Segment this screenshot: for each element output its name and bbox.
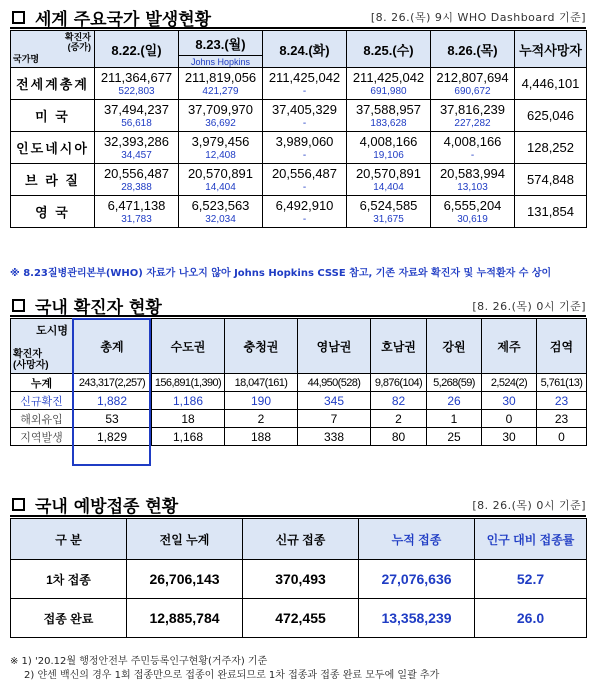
region-header: 강원	[427, 319, 482, 374]
cumulative-cell: 211,425,042	[347, 68, 431, 87]
increase-cell: 227,282	[431, 118, 515, 132]
increase-cell: 32,034	[179, 214, 263, 228]
cumulative-cell: 6,524,585	[347, 196, 431, 215]
increase-cell: 12,408	[179, 150, 263, 164]
domestic-cell: 44,950(528)	[298, 374, 371, 392]
increase-cell: 34,457	[95, 150, 179, 164]
domestic-row-label: 지역발생	[11, 428, 73, 446]
domestic-source: [8. 26.(목) 0시 기준]	[472, 300, 586, 313]
increase-cell: 30,619	[431, 214, 515, 228]
domestic-cell: 80	[371, 428, 427, 446]
cumulative-cell: 37,709,970	[179, 100, 263, 119]
cumulative-cell: 4,008,166	[431, 132, 515, 151]
increase-cell: -	[263, 214, 347, 228]
deaths-cell: 625,046	[515, 100, 587, 132]
domestic-row-label: 신규확진	[11, 392, 73, 410]
deaths-cell: 574,848	[515, 164, 587, 196]
domestic-cell: 1,168	[152, 428, 225, 446]
domestic-cell: 188	[225, 428, 298, 446]
increase-cell: 690,672	[431, 86, 515, 100]
cumulative-cell: 6,492,910	[263, 196, 347, 215]
deaths-cell: 4,446,101	[515, 68, 587, 100]
domestic-cell: 9,876(104)	[371, 374, 427, 392]
region-header: 총계	[73, 319, 152, 374]
domestic-row-label: 해외유입	[11, 410, 73, 428]
cumulative-cell: 6,471,138	[95, 196, 179, 215]
region-header: 제주	[482, 319, 537, 374]
increase-cell: 31,675	[347, 214, 431, 228]
country-name: 영 국	[11, 196, 95, 228]
cumulative-cell: 20,570,891	[347, 164, 431, 183]
domestic-cell: 18,047(161)	[225, 374, 298, 392]
region-header: 호남권	[371, 319, 427, 374]
cumulative-cell: 37,405,329	[263, 100, 347, 119]
cumulative-cell: 20,556,487	[95, 164, 179, 183]
increase-cell: -	[263, 150, 347, 164]
date-header: 8.26.(목)	[431, 31, 515, 68]
increase-cell: 13,103	[431, 182, 515, 196]
domestic-cell: 338	[298, 428, 371, 446]
increase-cell: 36,692	[179, 118, 263, 132]
domestic-table	[10, 318, 587, 446]
domestic-cell: 1,186	[152, 392, 225, 410]
world-row	[11, 196, 587, 215]
cumulative-cell: 6,555,204	[431, 196, 515, 215]
region-header: 수도권	[152, 319, 225, 374]
vaccine-header: 신규 접종	[243, 519, 359, 560]
cumulative-cell: 20,556,487	[263, 164, 347, 183]
cumulative-cell: 3,979,456	[179, 132, 263, 151]
domestic-cell: 1,882	[73, 392, 152, 410]
country-name: 브 라 질	[11, 164, 95, 196]
johns-hopkins-label: Johns Hopkins	[179, 55, 262, 67]
world-increase-row	[11, 214, 587, 228]
world-row	[11, 68, 587, 87]
vaccine-cell: 52.7	[475, 560, 587, 599]
cumulative-cell: 211,819,056	[179, 68, 263, 87]
cumulative-cell: 211,364,677	[95, 68, 179, 87]
world-title-text: 세계 주요국가 발생현황	[35, 10, 212, 30]
vaccine-header: 구 분	[11, 519, 127, 560]
domestic-cell: 18	[152, 410, 225, 428]
increase-cell: 14,404	[179, 182, 263, 196]
world-note: ※ 8.23질병관리본부(WHO) 자료가 나오지 않아 Johns Hopkins CSSE 참고, 기존 자료와 확진자 및 누적환자 수 상이	[10, 268, 552, 279]
increase-cell: 14,404	[347, 182, 431, 196]
domestic-row	[11, 392, 587, 410]
world-increase-row	[11, 150, 587, 164]
domestic-cell: 2,524(2)	[482, 374, 537, 392]
vaccine-table	[10, 518, 587, 638]
date-header: 8.22.(일)	[95, 31, 179, 68]
cumulative-cell: 37,588,957	[347, 100, 431, 119]
domestic-cell: 1,829	[73, 428, 152, 446]
increase-cell: 56,618	[95, 118, 179, 132]
domestic-cell: 30	[482, 428, 537, 446]
world-increase-row	[11, 182, 587, 196]
domestic-cell: 2	[225, 410, 298, 428]
domestic-cell: 190	[225, 392, 298, 410]
checkbox-square-icon	[12, 11, 25, 24]
domestic-cell: 23	[537, 410, 587, 428]
vaccine-cell: 12,885,784	[127, 599, 243, 638]
domestic-cell: 0	[537, 428, 587, 446]
cumulative-cell: 3,989,060	[263, 132, 347, 151]
vaccine-row-label: 1차 접종	[11, 560, 127, 599]
vaccine-cell: 27,076,636	[359, 560, 475, 599]
world-table	[10, 30, 587, 228]
domestic-cell: 1	[427, 410, 482, 428]
vaccine-cell: 26.0	[475, 599, 587, 638]
increase-cell: 19,106	[347, 150, 431, 164]
increase-cell: -	[263, 182, 347, 196]
vaccine-source: [8. 26.(목) 0시 기준]	[472, 499, 586, 512]
vaccine-cell: 26,706,143	[127, 560, 243, 599]
region-header: 충청권	[225, 319, 298, 374]
increase-cell: 522,803	[95, 86, 179, 100]
vaccine-rule	[10, 515, 586, 517]
vaccine-header: 전일 누계	[127, 519, 243, 560]
increase-cell: -	[263, 86, 347, 100]
domestic-cell: 23	[537, 392, 587, 410]
world-source: [8. 26.(목) 9시 WHO Dashboard 기준]	[370, 11, 586, 24]
domestic-row	[11, 410, 587, 428]
domestic-corner-cell: 도시명 확진자 (사망자)	[11, 319, 73, 374]
domestic-title-text: 국내 확진자 현황	[35, 298, 162, 318]
cumulative-cell: 20,570,891	[179, 164, 263, 183]
country-name: 인도네시아	[11, 132, 95, 164]
domestic-cell: 156,891(1,390)	[152, 374, 225, 392]
vaccine-footnote-2: 2) 얀센 백신의 경우 1회 접종만으로 접종이 완료되므로 1차 접종과 접종 완료 모두에 일괄 추가	[24, 670, 440, 681]
increase-cell: -	[263, 118, 347, 132]
domestic-cell: 82	[371, 392, 427, 410]
domestic-cell: 26	[427, 392, 482, 410]
world-increase-row	[11, 118, 587, 132]
cumulative-cell: 6,523,563	[179, 196, 263, 215]
country-name: 전세계총계	[11, 68, 95, 100]
country-name: 미 국	[11, 100, 95, 132]
cumulative-cell: 37,816,239	[431, 100, 515, 119]
world-row	[11, 100, 587, 119]
domestic-cell: 5,268(59)	[427, 374, 482, 392]
vaccine-row-label: 접종 완료	[11, 599, 127, 638]
deaths-cell: 128,252	[515, 132, 587, 164]
cumulative-cell: 37,494,237	[95, 100, 179, 119]
domestic-rule	[10, 315, 586, 317]
cumulative-cell: 211,425,042	[263, 68, 347, 87]
cumulative-cell: 32,393,286	[95, 132, 179, 151]
vaccine-row	[11, 599, 587, 638]
domestic-row	[11, 428, 587, 446]
domestic-cell: 243,317(2,257)	[73, 374, 152, 392]
vaccine-title-text: 국내 예방접종 현황	[35, 497, 179, 517]
date-header: 8.25.(수)	[347, 31, 431, 68]
increase-cell: 28,388	[95, 182, 179, 196]
world-row	[11, 132, 587, 151]
world-rule	[10, 27, 586, 29]
vaccine-cell: 13,358,239	[359, 599, 475, 638]
vaccine-section-title	[12, 492, 178, 517]
cumulative-cell: 212,807,694	[431, 68, 515, 87]
region-header: 검역	[537, 319, 587, 374]
date-header: 8.23.(월) Johns Hopkins	[179, 31, 263, 68]
vaccine-header: 인구 대비 접종률	[475, 519, 587, 560]
vaccine-row	[11, 560, 587, 599]
cumulative-cell: 4,008,166	[347, 132, 431, 151]
vaccine-header: 누적 접종	[359, 519, 475, 560]
date-header: 8.24.(화)	[263, 31, 347, 68]
increase-cell: 421,279	[179, 86, 263, 100]
deaths-cell: 131,854	[515, 196, 587, 228]
domestic-cell: 345	[298, 392, 371, 410]
domestic-cell: 30	[482, 392, 537, 410]
world-row	[11, 164, 587, 183]
region-header: 영남권	[298, 319, 371, 374]
vaccine-cell: 370,493	[243, 560, 359, 599]
domestic-cell: 53	[73, 410, 152, 428]
cumulative-cell: 20,583,994	[431, 164, 515, 183]
domestic-cell: 25	[427, 428, 482, 446]
domestic-cell: 2	[371, 410, 427, 428]
checkbox-square-icon	[12, 498, 25, 511]
increase-cell: 31,783	[95, 214, 179, 228]
domestic-cell: 0	[482, 410, 537, 428]
vaccine-cell: 472,455	[243, 599, 359, 638]
deaths-header: 누적사망자	[515, 31, 587, 68]
increase-cell: -	[431, 150, 515, 164]
vaccine-footnote-1: ※ 1) '20.12월 행정안전부 주민등록인구현황(거주자) 기준	[10, 656, 268, 667]
increase-cell: 691,980	[347, 86, 431, 100]
world-increase-row	[11, 86, 587, 100]
increase-cell: 183,628	[347, 118, 431, 132]
domestic-row-label: 누계	[11, 374, 73, 392]
domestic-cell: 5,761(13)	[537, 374, 587, 392]
domestic-cell: 7	[298, 410, 371, 428]
domestic-row	[11, 374, 587, 392]
checkbox-square-icon	[12, 299, 25, 312]
world-corner-cell: 확진자 (증가) 국가명	[11, 31, 95, 68]
